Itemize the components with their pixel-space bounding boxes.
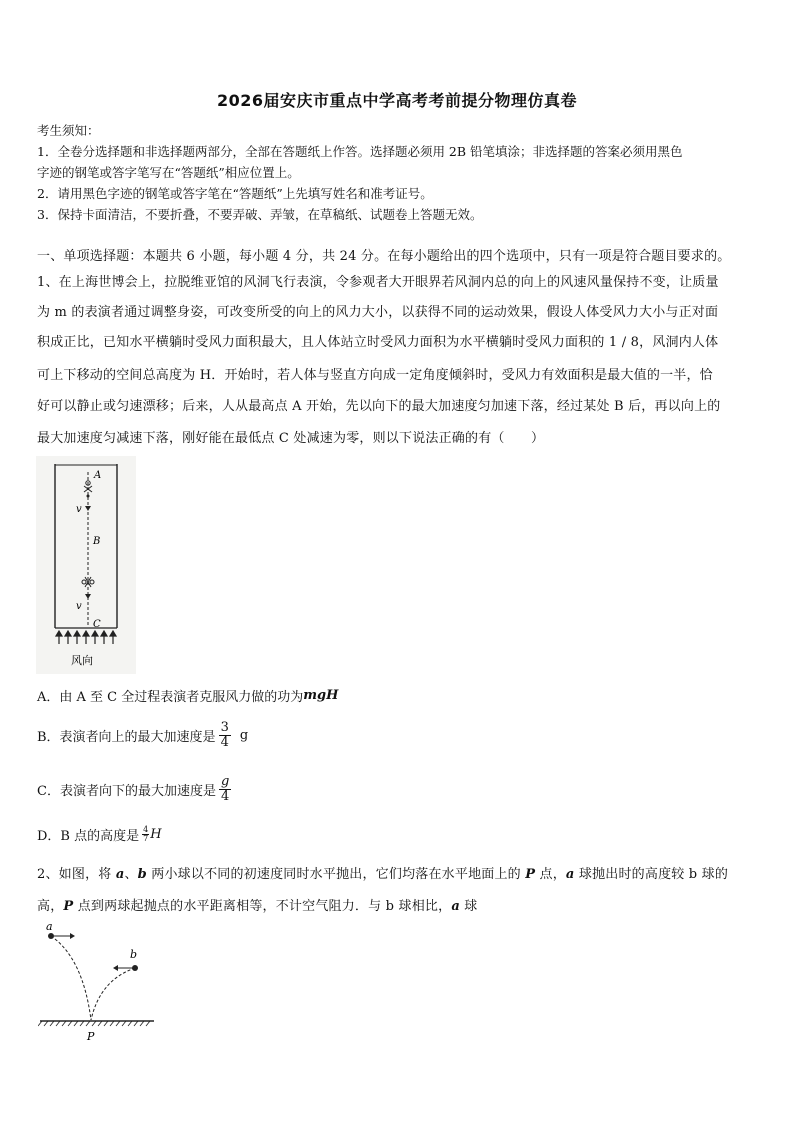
point-a-label: A bbox=[94, 470, 102, 481]
text-run: 点到两球起抛点的水平距离相等，不计空气阻力．与 b 球相比， bbox=[73, 899, 452, 914]
option-c bbox=[37, 775, 234, 805]
option-a-text: A．由 A 至 C 全过程表演者克服风力做的功为 bbox=[37, 690, 304, 705]
option-b bbox=[37, 721, 248, 751]
question-text-line: 1、在上海世博会上，拉脱维亚馆的风洞飞行表演，令参观者大开眼界若风洞内总的向上的风速风量保持不变，让质量 bbox=[37, 275, 719, 290]
option-b-suffix: g bbox=[239, 728, 249, 744]
question-text-line: 最大加速度匀减速下落，刚好能在最低点 C 处减速为零，则以下说法正确的有（ ） bbox=[37, 431, 545, 446]
numerator: 4 bbox=[143, 825, 149, 834]
wind-direction-caption: 风向 bbox=[71, 654, 93, 667]
denominator: 7 bbox=[143, 834, 149, 843]
var-b: b bbox=[137, 867, 147, 882]
option-b-text: B．表演者向上的最大加速度是 bbox=[37, 730, 216, 746]
section-header: 一、单项选择题：本题共 6 小题，每小题 4 分，共 24 分。在每小题给出的四个选项中，只有一项是符合题目要求的。 bbox=[37, 249, 731, 264]
page-title: 2026届安庆市重点中学高考考前提分物理仿真卷 bbox=[216, 91, 578, 110]
numerator: 3 bbox=[220, 720, 229, 735]
fraction bbox=[219, 721, 231, 751]
text-run: 高， bbox=[37, 899, 64, 914]
option-c-text: C．表演者向下的最大加速度是 bbox=[37, 784, 216, 800]
question-text-line: 好可以静止或匀速漂移；后来，人从最高点 A 开始，先以向下的最大加速度匀加速下落，经过某处 B 后，再以向上的 bbox=[37, 399, 721, 414]
fraction bbox=[219, 775, 231, 805]
fraction bbox=[142, 826, 149, 843]
var-a: a bbox=[565, 867, 575, 882]
point-c-label: C bbox=[93, 619, 101, 630]
wind-tunnel-figure bbox=[36, 456, 136, 674]
denominator: 4 bbox=[220, 789, 230, 805]
question-text-line bbox=[37, 863, 728, 882]
option-a bbox=[37, 686, 338, 705]
option-d bbox=[37, 825, 162, 844]
option-d-text: D．B 点的高度是 bbox=[37, 829, 140, 844]
var-a: a bbox=[115, 867, 125, 882]
notice-item: 字迹的钢笔或答字笔写在“答题纸”相应位置上。 bbox=[37, 165, 300, 180]
velocity-label: v bbox=[76, 601, 82, 612]
option-a-math: mgH bbox=[303, 688, 339, 703]
notice-item: 3．保持卡面清洁，不要折叠，不要弄破、弄皱，在草稿纸、试题卷上答题无效。 bbox=[37, 207, 483, 222]
ball-b-label: b bbox=[130, 948, 138, 961]
point-b-label: B bbox=[93, 536, 101, 547]
denominator: 4 bbox=[220, 735, 229, 751]
text-run: 球抛出时的高度较 b 球的 bbox=[574, 867, 729, 882]
text-run: 球 bbox=[459, 899, 478, 914]
text-run: 两小球以不同的初速度同时水平抛出，它们均落在水平地面上的 bbox=[146, 867, 526, 882]
question-text-line bbox=[37, 895, 477, 914]
option-d-var: H bbox=[150, 827, 162, 842]
notice-heading: 考生须知： bbox=[37, 123, 100, 138]
question-text-line: 为 m 的表演者通过调整身姿，可改变所受的向上的风力大小，以获得不同的运动效果，假设人体受风力大小与正对面 bbox=[37, 305, 719, 320]
projectile-figure bbox=[38, 918, 158, 1046]
velocity-label: v bbox=[76, 504, 82, 515]
text-run: 、 bbox=[124, 867, 138, 882]
var-a: a bbox=[451, 899, 460, 914]
question-text-line: 积成正比，已知水平横躺时受风力面积最大，且人体站立时受风力面积为水平横躺时受风力面积的 1 / 8，风洞内人体 bbox=[37, 335, 719, 350]
ball-a-label: a bbox=[46, 920, 53, 933]
notice-item: 2．请用黑色字迹的钢笔或答字笔在“答题纸”上先填写姓名和准考证号。 bbox=[37, 186, 433, 201]
point-p-label: P bbox=[87, 1030, 95, 1043]
notice-item: 1．全卷分选择题和非选择题两部分，全部在答题纸上作答。选择题必须用 2B 铅笔填涂；非选择题的答案必须用黑色 bbox=[37, 144, 683, 159]
var-p: P bbox=[525, 867, 536, 882]
numerator: g bbox=[220, 774, 230, 789]
var-p: P bbox=[63, 899, 74, 914]
text-run: 2、如图，将 bbox=[37, 867, 116, 882]
question-text-line: 可上下移动的空间总高度为 H．开始时，若人体与竖直方向成一定角度倾斜时，受风力有效面积是最大值的一半，恰 bbox=[37, 368, 713, 383]
text-run: 点， bbox=[535, 867, 566, 882]
